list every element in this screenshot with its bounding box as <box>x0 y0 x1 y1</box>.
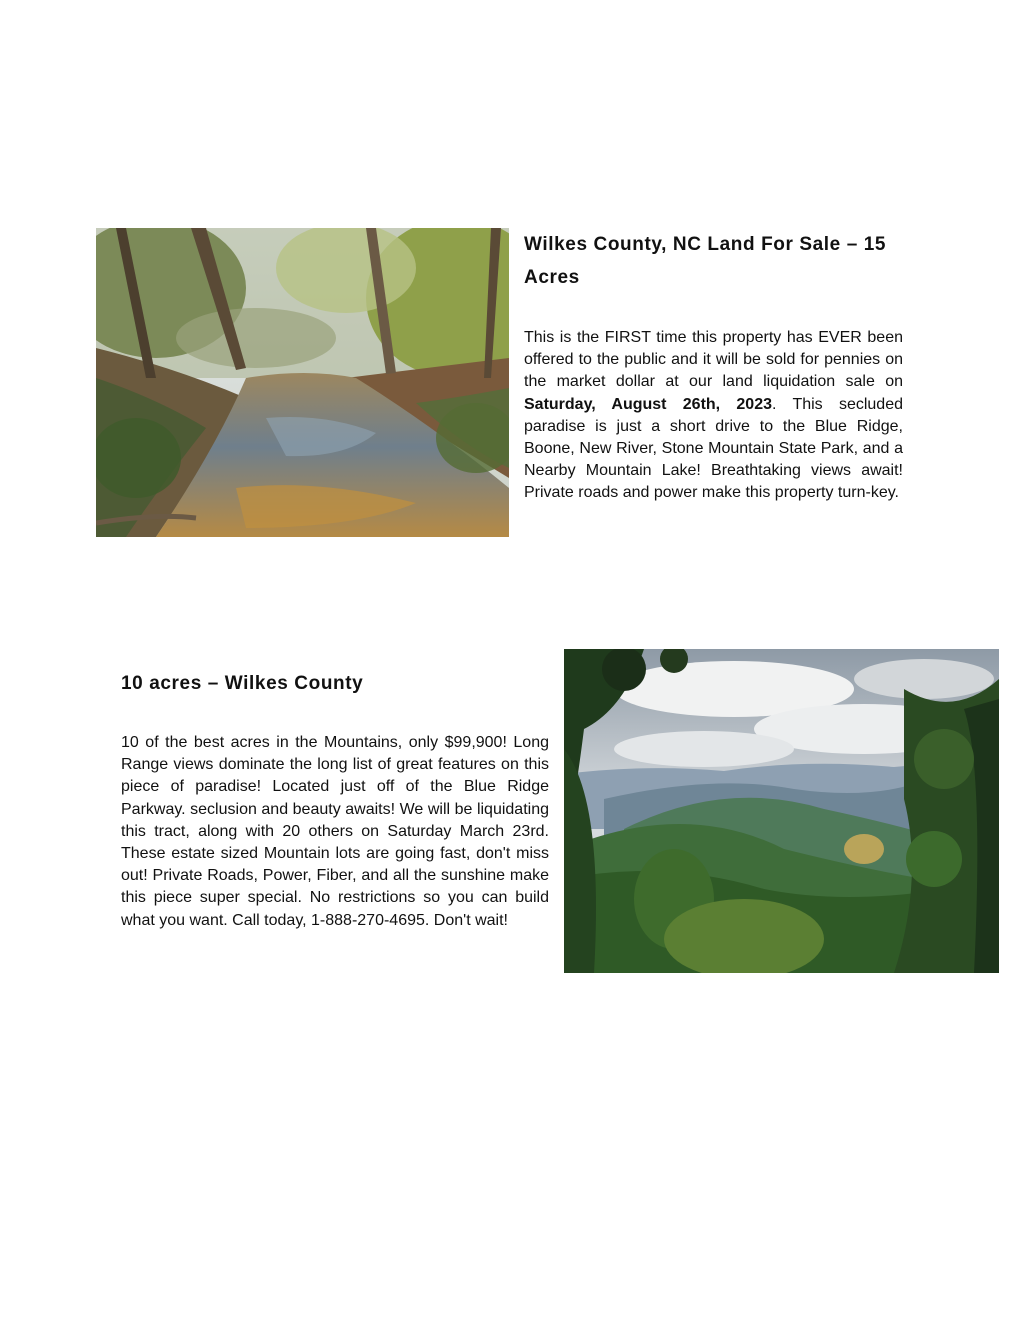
creek-illustration <box>96 228 509 537</box>
mountain-view-photo <box>564 649 999 973</box>
mountain-illustration <box>564 649 999 973</box>
sale-date: Saturday, August 26th, 2023 <box>524 395 773 413</box>
creek-in-woods-photo <box>96 228 509 537</box>
listing-title: 10 acres – Wilkes County <box>121 673 364 694</box>
listing-title: Wilkes County, NC Land For Sale – 15 Acres <box>524 234 887 288</box>
listing-description: 10 of the best acres in the Mountains, only $99,900! Long Range views dominate the long list of great features on this piece of paradise! Located just off of the Blue Ridge Parkway. seclusion and beauty awaits! We will be liquidating this tract, along with 20 others on Saturday March 23rd. These estate sized Mountain lots are going fast, don't miss out! Private Roads, Power, Fiber, and all the sunshine make this piece super special. No restrictions so you can build what you want. Call today, 1-888-270-4695. Don't wait! <box>121 734 549 929</box>
description-text: This is the FIRST time this property has EVER been offered to the public and it will be sold for pennies on the market dollar at our land liquidation sale on <box>524 329 903 391</box>
description-text: . This secluded paradise is just a short drive to the Blue Ridge, Boone, New River, Stone Mountain State Park, and a Nearby Mountain Lake! Breathtaking views await! Private roads and power make this property turn-key. <box>524 395 903 502</box>
listing-description <box>524 327 903 505</box>
